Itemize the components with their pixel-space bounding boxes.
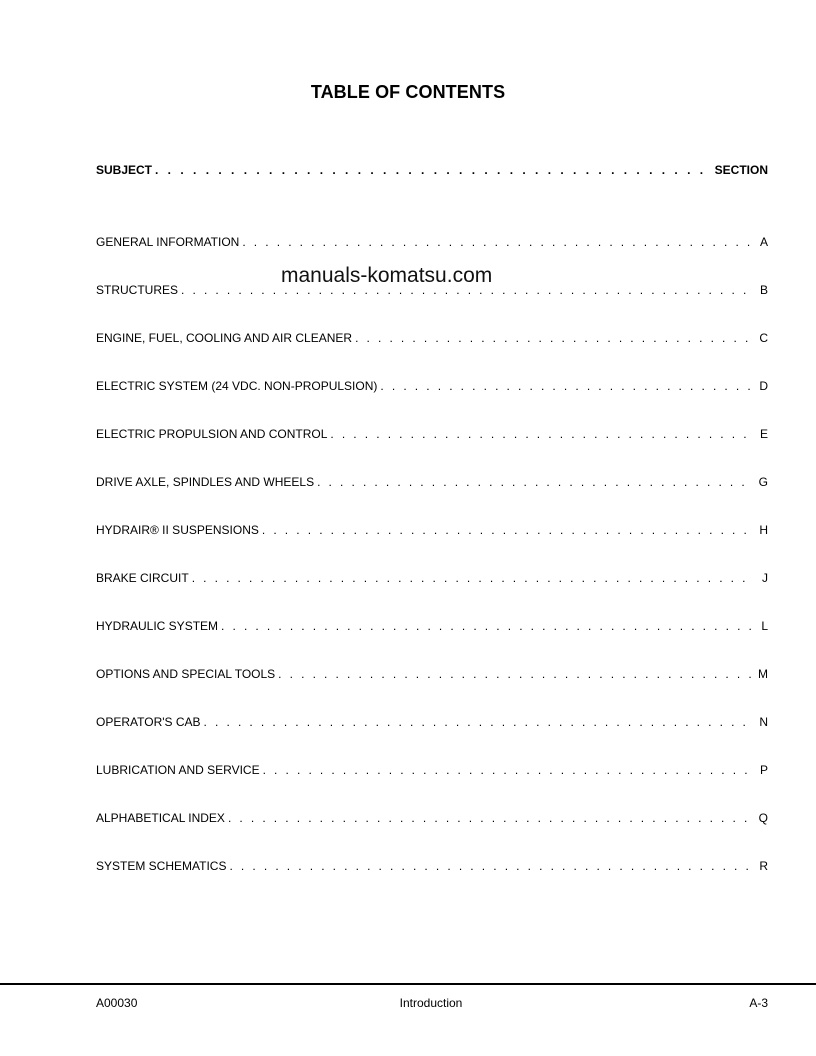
toc-entry-subject: ELECTRIC SYSTEM (24 VDC. NON-PROPULSION): [96, 379, 378, 393]
toc-entry-section: M: [758, 667, 768, 681]
toc-entry-brake-circuit[interactable]: [96, 571, 768, 619]
dot-leader: [192, 571, 751, 585]
dot-leader: [229, 859, 751, 873]
dot-leader: [262, 523, 751, 537]
toc-entry-section: G: [758, 475, 768, 489]
toc-entry-subject: ELECTRIC PROPULSION AND CONTROL: [96, 427, 328, 441]
dot-leader: [263, 763, 751, 777]
dot-leader: [204, 715, 751, 729]
toc-entry-operators-cab[interactable]: [96, 715, 768, 763]
toc-entry-subject: OPERATOR'S CAB: [96, 715, 201, 729]
toc-column-header: [96, 163, 768, 177]
footer-section-title: Introduction: [399, 996, 463, 1010]
toc-entry-subject: LUBRICATION AND SERVICE: [96, 763, 260, 777]
toc-entry-section: R: [759, 859, 768, 873]
section-column-label: SECTION: [714, 163, 768, 177]
dot-leader: [181, 283, 751, 297]
footer-page-number: A-3: [749, 996, 768, 1010]
dot-leader: [317, 475, 751, 489]
toc-entry-subject: GENERAL INFORMATION: [96, 235, 240, 249]
toc-entry-section: A: [759, 235, 768, 249]
dot-leader: [221, 619, 751, 633]
dot-leader: [228, 811, 751, 825]
toc-entry-subject: HYDRAIR® II SUSPENSIONS: [96, 523, 259, 537]
toc-entry-section: N: [759, 715, 768, 729]
toc-entry-electric-propulsion[interactable]: [96, 427, 768, 475]
dot-leader: [242, 235, 751, 249]
toc-entry-section: Q: [758, 811, 768, 825]
toc-entry-electric-system[interactable]: [96, 379, 768, 427]
toc-entry-section: D: [759, 379, 768, 393]
toc-list: [96, 235, 768, 907]
toc-entry-subject: ALPHABETICAL INDEX: [96, 811, 225, 825]
toc-entry-subject: ENGINE, FUEL, COOLING AND AIR CLEANER: [96, 331, 353, 345]
toc-entry-subject: OPTIONS AND SPECIAL TOOLS: [96, 667, 276, 681]
dot-leader: [278, 667, 751, 681]
toc-entry-subject: SYSTEM SCHEMATICS: [96, 859, 227, 873]
toc-entry-hydraulic-system[interactable]: [96, 619, 768, 667]
toc-entry-structures[interactable]: [96, 283, 768, 331]
footer-document-number: A00030: [96, 996, 138, 1010]
toc-entry-section: L: [761, 619, 768, 633]
toc-entry-section: H: [759, 523, 768, 537]
dot-leader: [380, 379, 751, 393]
toc-entry-subject: BRAKE CIRCUIT: [96, 571, 189, 585]
toc-entry-system-schematics[interactable]: [96, 859, 768, 907]
subject-column-label: SUBJECT: [96, 163, 153, 177]
page-title: TABLE OF CONTENTS: [310, 82, 506, 102]
toc-entry-section: C: [759, 331, 768, 345]
toc-entry-engine[interactable]: [96, 331, 768, 379]
footer-divider: [0, 983, 816, 985]
toc-entry-section: B: [759, 283, 768, 297]
dot-leader: [155, 163, 712, 177]
toc-entry-section: E: [759, 427, 768, 441]
dot-leader: [330, 427, 751, 441]
toc-entry-section: P: [759, 763, 768, 777]
toc-entry-general-information[interactable]: [96, 235, 768, 283]
toc-entry-section: J: [762, 571, 768, 585]
toc-entry-subject: STRUCTURES: [96, 283, 179, 297]
dot-leader: [355, 331, 751, 345]
watermark-text: manuals-komatsu.com: [281, 264, 493, 287]
toc-entry-options-special-tools[interactable]: [96, 667, 768, 715]
toc-entry-drive-axle[interactable]: [96, 475, 768, 523]
toc-entry-lubrication-service[interactable]: [96, 763, 768, 811]
toc-entry-subject: HYDRAULIC SYSTEM: [96, 619, 219, 633]
toc-entry-alphabetical-index[interactable]: [96, 811, 768, 859]
toc-entry-subject: DRIVE AXLE, SPINDLES AND WHEELS: [96, 475, 315, 489]
toc-entry-suspensions[interactable]: [96, 523, 768, 571]
